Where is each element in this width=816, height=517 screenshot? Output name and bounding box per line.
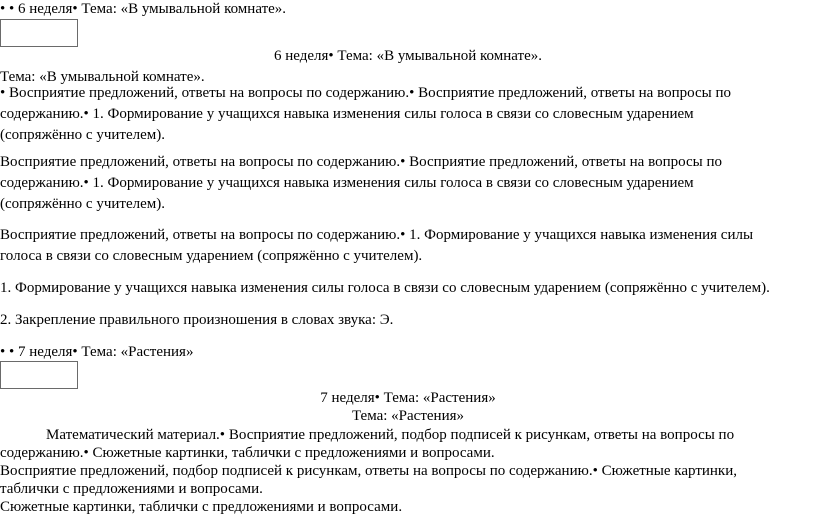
week6-paragraph-4: 1. Формирование у учащихся навыка изменения силы голоса в связи со словесным ударением (сопряжённо с учителем). — [0, 280, 770, 296]
paragraph-line: содержанию.• 1. Формирование у учащихся навыка изменения силы голоса в связи со словесным ударением — [0, 106, 694, 122]
week7-heading: • • 7 неделя• Тема: «Растения» — [0, 344, 194, 360]
paragraph-line: • Восприятие предложений, ответы на вопросы по содержанию.• Восприятие предложений, ответы на вопросы по — [0, 85, 731, 101]
paragraph-line: голоса в связи со словесным ударением (сопряжённо с учителем). — [0, 248, 423, 264]
week6-centered-heading: 6 неделя• Тема: «В умывальной комнате». — [273, 48, 543, 64]
week7-theme: Тема: «Растения» — [351, 408, 465, 424]
week7-empty-box — [0, 361, 78, 389]
paragraph-line: Сюжетные картинки, таблички с предложениями и вопросами. — [0, 499, 403, 515]
paragraph-line: (сопряжённо с учителем). — [0, 196, 165, 212]
paragraph-line: (сопряжённо с учителем). — [0, 127, 165, 143]
paragraph-line: содержанию.• 1. Формирование у учащихся навыка изменения силы голоса в связи со словесным ударением — [0, 175, 694, 191]
week7-centered-heading: 7 неделя• Тема: «Растения» — [320, 390, 496, 406]
week6-empty-box — [0, 19, 78, 47]
paragraph-line: таблички с предложениями и вопросами. — [0, 481, 263, 497]
week6-paragraph-5: 2. Закрепление правильного произношения в словах звука: Э. — [0, 312, 394, 328]
paragraph-line: содержанию.• Сюжетные картинки, таблички с предложениями и вопросами. — [0, 445, 495, 461]
paragraph-line: Восприятие предложений, ответы на вопросы по содержанию.• Восприятие предложений, ответы на вопросы по — [0, 154, 722, 170]
paragraph-line: Восприятие предложений, ответы на вопросы по содержанию.• 1. Формирование у учащихся навыка изменения силы — [0, 227, 754, 243]
week6-heading: • • 6 неделя• Тема: «В умывальной комнате». — [0, 1, 287, 17]
paragraph-line: Математический материал.• Восприятие предложений, подбор подписей к рисункам, ответы на вопросы по — [46, 427, 735, 443]
week6-theme: Тема: «В умывальной комнате». — [0, 69, 205, 85]
paragraph-line: Восприятие предложений, подбор подписей к рисункам, ответы на вопросы по содержанию.• Сюжетные картинки, — [0, 463, 737, 479]
